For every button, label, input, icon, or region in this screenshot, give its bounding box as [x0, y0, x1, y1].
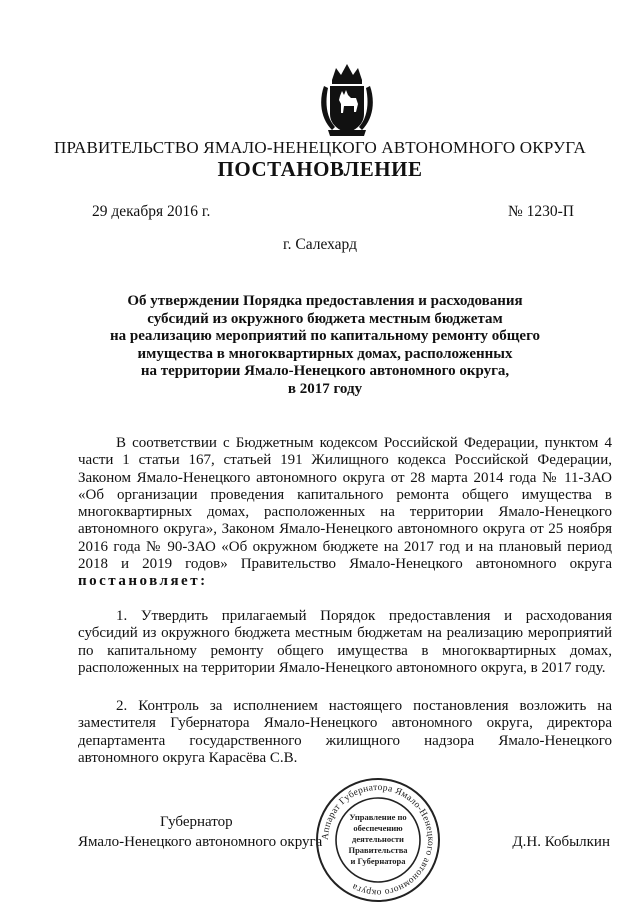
clause-1-text: 1. Утвердить прилагаемый Порядок предоставления и расходования субсидий из окружного бюджета местным бюджетам на реализацию мероприятий по капитальному ремонту общего имущества в многоквартирных домах, расположенных на территории Ямало-Ненецкого автономного округа, в 2017 году. [78, 608, 612, 676]
stamp-center-line: и Губернатора [350, 856, 406, 866]
title-line: в 2017 году [287, 380, 363, 397]
document-title [90, 293, 560, 398]
stamp-center-line: обеспечению [353, 823, 403, 833]
stamp-center-line: Правительства [348, 845, 408, 855]
preamble-text: В соответствии с Бюджетным кодексом Российской Федерации, пунктом 4 части 1 статьи 167, статьей 191 Жилищного кодекса Российской Федерации, Законом Ямало-Ненецкого автономного округа от 28 марта 2014 года № 11-ЗАО «Об организации проведения капитального ремонта общего имущества в многоквартирных домах, расположенных на территории Ямало-Ненецкого автономного округа», Законом Ямало-Ненецкого автономного округа от 25 ноября 2016 года № 90-ЗАО «Об окружном бюджете на 2017 год и на плановый период 2018 и 2019 годов» Правительство Ямало-Ненецкого автономного округа [78, 435, 612, 573]
document-number: № 1230-П [507, 203, 574, 220]
signatory-position: Губернатор [160, 814, 233, 830]
preamble-paragraph [78, 435, 612, 591]
stamp-ring-text: Аппарат Губернатора Ямало-Ненецкого автономного округа [320, 782, 436, 898]
signatory-region: Ямало-Ненецкого автономного округа [78, 834, 323, 850]
document-city: г. Салехард [283, 236, 357, 253]
coat-of-arms-emblem [318, 62, 376, 140]
title-line: имущества в многоквартирных домах, расположенных [137, 345, 513, 362]
title-line: субсидий из окружного бюджета местным бюджетам [147, 310, 503, 327]
document-type: ПОСТАНОВЛЕНИЕ [217, 157, 423, 181]
government-name: ПРАВИТЕЛЬСТВО ЯМАЛО-НЕНЕЦКОГО АВТОНОМНОГО ОКРУГА [54, 138, 586, 157]
stamp-center-line: Управление по [349, 812, 407, 822]
signatory-name: Д.Н. Кобылкин [512, 834, 610, 850]
official-stamp [314, 776, 442, 904]
clause-2-paragraph [78, 698, 612, 767]
document-date: 29 декабря 2016 г. [92, 203, 211, 220]
title-line: Об утверждении Порядка предоставления и расходования [127, 293, 523, 309]
title-line: на территории Ямало-Ненецкого автономного округа, [140, 363, 510, 379]
clause-2-text: 2. Контроль за исполнением настоящего постановления возложить на заместителя Губернатора Ямало-Ненецкого автономного округа, директора департамента государственного жилищного надзора Ямало-Ненецкого автономного округа Карасёва С.В. [78, 698, 612, 766]
stamp-center-line: деятельности [352, 834, 404, 844]
title-line: на реализацию мероприятий по капитальному ремонту общего [109, 328, 541, 344]
clause-1-paragraph [78, 608, 612, 677]
resolves-word: постановляет: [78, 573, 208, 590]
